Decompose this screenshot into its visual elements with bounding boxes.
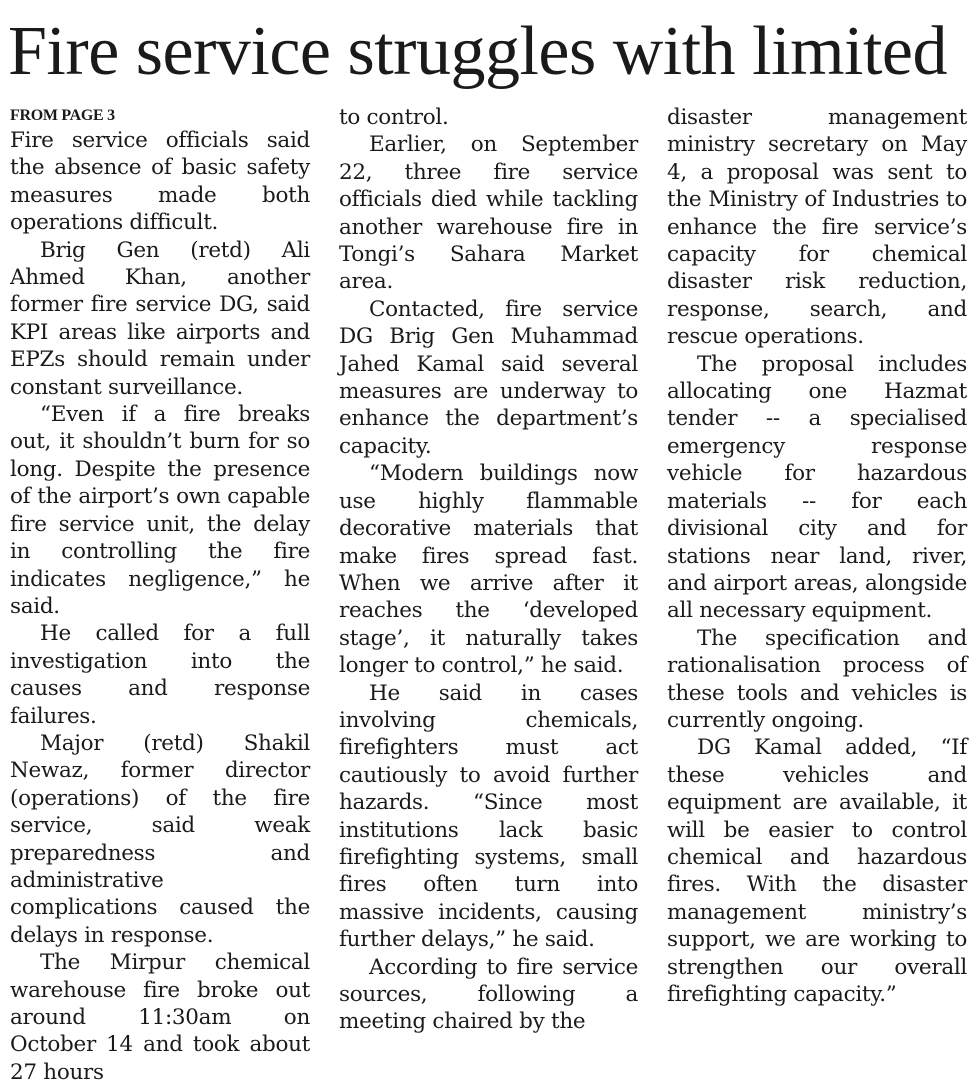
paragraph: DG Kamal added, “If these vehicles and equipment are available, it will be easier to control chemical and hazardous fires. With the disaster management ministry’s support, we are working to strengthen our overall firefighting capacity.” — [667, 735, 967, 1007]
paragraph: Fire service officials said the absence of basic safety measures made both operations difficult. — [10, 128, 310, 236]
paragraph: Earlier, on September 22, three fire service officials died while tackling another warehouse fire in Tongi’s Sahara Market area. — [339, 132, 638, 295]
paragraph: disaster management ministry secretary on May 4, a proposal was sent to the Ministry of Industries to enhance the fire service’s capacity for chemical disaster risk reduction, response, search, and rescue operations. — [667, 105, 967, 350]
paragraph: Brig Gen (retd) Ali Ahmed Khan, another former fire service DG, said KPI areas like airports and EPZs should remain under constant surveillance. — [10, 237, 310, 400]
paragraph: The proposal includes allocating one Hazmat tender -- a specialised emergency response vehicle for hazardous materials -- for each divisional city and for stations near land, river, and airport areas, alongside all necessary equipment. — [667, 351, 967, 624]
article-column-2 — [339, 104, 638, 1036]
paragraph: to control. — [339, 105, 449, 130]
paragraph: “Modern buildings now use highly flammable decorative materials that make fires spread fast. When we arrive after it reaches the ‘developed stage’, it naturally takes longer to control,” he said. — [339, 461, 638, 679]
paragraph: The specification and rationalisation process of these tools and vehicles is currently ongoing. — [667, 625, 967, 733]
article-column-1 — [10, 104, 310, 1086]
paragraph: “Even if a fire breaks out, it shouldn’t burn for so long. Despite the presence of the airport’s own capable fire service unit, the delay in controlling the fire indicates negligence,” he said. — [10, 402, 310, 619]
paragraph: The Mirpur chemical warehouse fire broke out around 11:30am on October 14 and took about 27 hours — [10, 950, 310, 1085]
paragraph: He said in cases involving chemicals, firefighters must act cautiously to avoid further hazards. “Since most institutions lack basic firefighting systems, small fires often turn into massive incidents, causing further delays,” he said. — [339, 680, 638, 953]
continuation-kicker: FROM PAGE 3 — [10, 107, 115, 124]
article-column-3 — [667, 104, 967, 1008]
headline: Fire service struggles with limited — [8, 13, 947, 90]
paragraph: He called for a full investigation into the causes and response failures. — [10, 621, 310, 729]
paragraph: Major (retd) Shakil Newaz, former director (operations) of the fire service, said weak preparedness and administrative complications caused the delays in response. — [10, 730, 310, 948]
paragraph: Contacted, fire service DG Brig Gen Muhammad Jahed Kamal said several measures are underway to enhance the department’s capacity. — [339, 296, 638, 459]
paragraph: According to fire service sources, following a meeting chaired by the — [339, 954, 638, 1035]
